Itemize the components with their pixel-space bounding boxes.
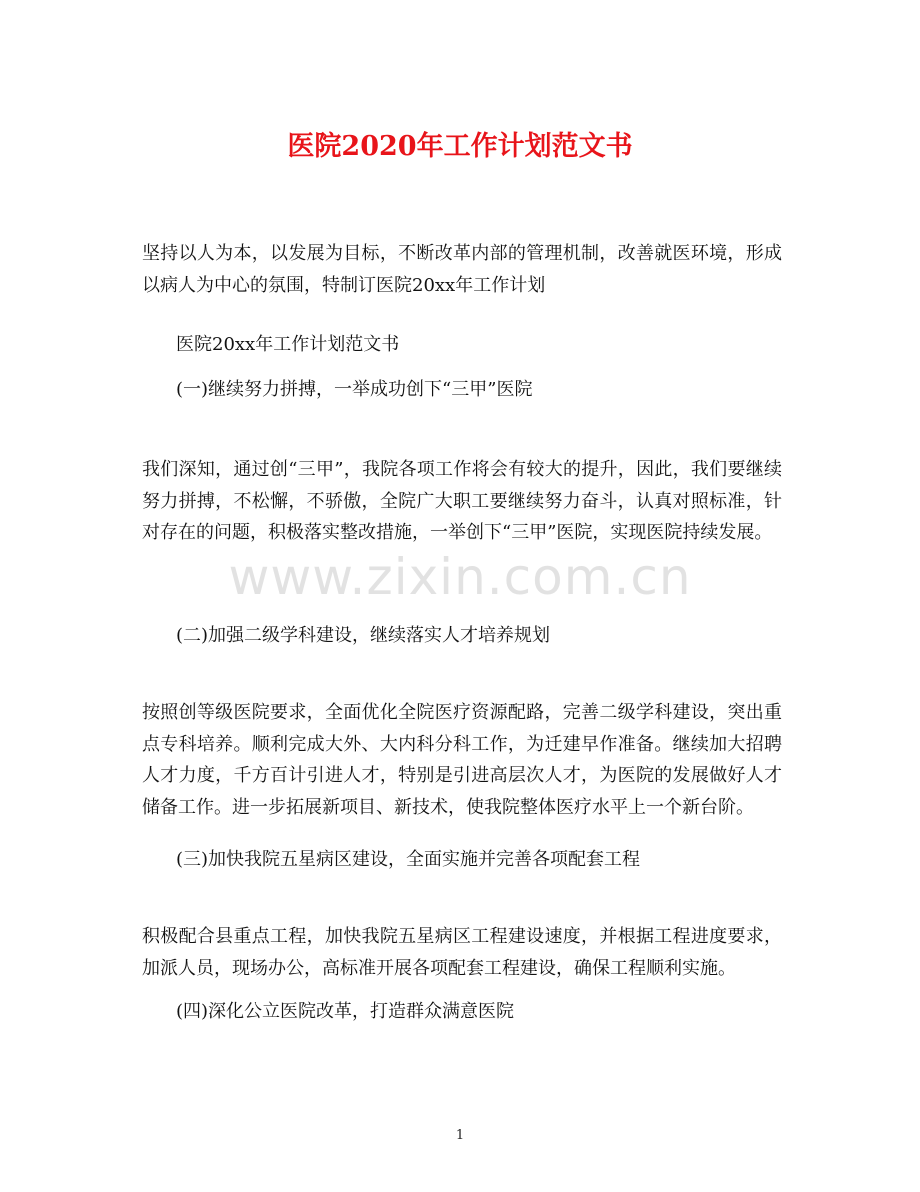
- section-4-heading: (四)深化公立医院改革，打造群众满意医院: [176, 1001, 515, 1022]
- document-title: 医院2020年工作计划范文书: [287, 131, 633, 162]
- section-3-heading: (三)加快我院五星病区建设，全面实施并完善各项配套工程: [176, 849, 641, 870]
- watermark: www.zixin.com.cn: [228, 548, 692, 606]
- section-2-heading: (二)加强二级学科建设，继续落实人才培养规划: [176, 625, 551, 646]
- section-3-body: 积极配合县重点工程，加快我院五星病区工程建设速度，并根据工程进度要求，加派人员，现场办公，高标准开展各项配套工程建设，确保工程顺利实施。: [142, 926, 782, 979]
- intro-paragraph: 坚持以人为本，以发展为目标，不断改革内部的管理机制，改善就医环境，形成以病人为中心的氛围，特制订医院20xx年工作计划: [142, 243, 782, 296]
- section-1-heading: (一)继续努力拼搏，一举成功创下“三甲”医院: [176, 379, 533, 400]
- section-1-body: 我们深知，通过创“三甲”，我院各项工作将会有较大的提升，因此，我们要继续努力拼搏，不松懈，不骄傲，全院广大职工要继续努力奋斗，认真对照标准，针对存在的问题，积极落实整改措施，一举创下“三甲”医院，实现医院持续发展。: [142, 459, 782, 543]
- document-subtitle: 医院20xx年工作计划范文书: [176, 334, 400, 355]
- section-2-body: 按照创等级医院要求，全面优化全院医疗资源配路，完善二级学科建设，突出重点专科培养。顺利完成大外、大内科分科工作，为迁建早作准备。继续加大招聘人才力度，千方百计引进人才，特别是引进高层次人才，为医院的发展做好人才储备工作。进一步拓展新项目、新技术，使我院整体医疗水平上一个新台阶。: [142, 702, 782, 818]
- page-number: 1: [455, 1128, 465, 1143]
